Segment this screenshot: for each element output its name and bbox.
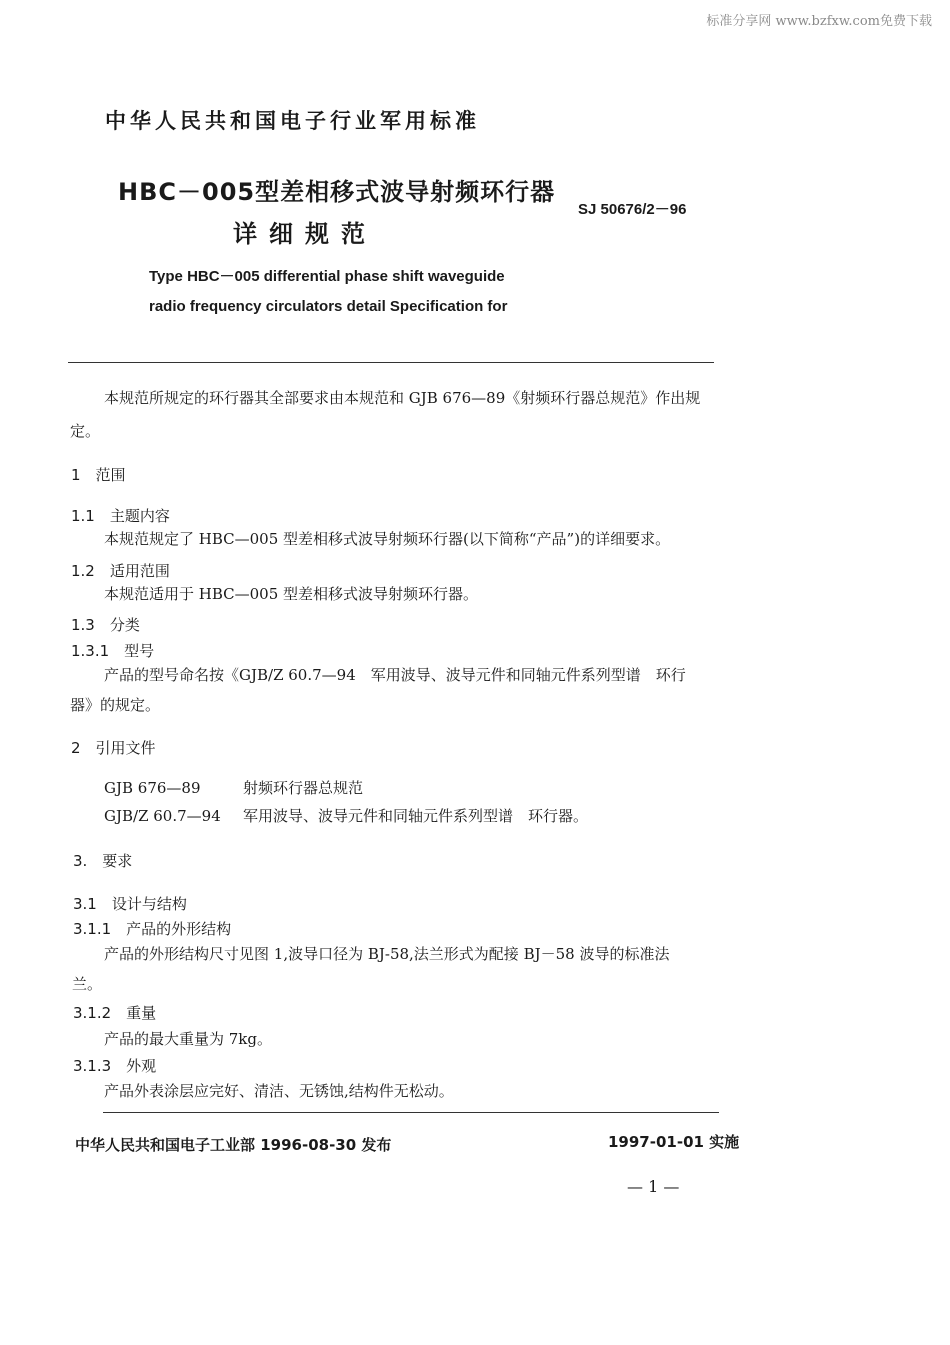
- section-3-1-1-line-2: 兰。: [72, 975, 103, 993]
- issuer-date: 中华人民共和国电子工业部 1996-08-30 发布: [75, 1136, 392, 1154]
- section-3-1-3-heading: 3.1.3 外观: [73, 1057, 157, 1075]
- english-title-line-2: radio frequency circulators detail Specification for: [149, 298, 508, 315]
- section-3-1-1-heading: 3.1.1 产品的外形结构: [73, 920, 232, 938]
- standard-number: SJ 50676/2－96: [578, 201, 687, 218]
- page-number: — 1 —: [627, 1177, 680, 1196]
- intro-line-2: 定。: [70, 422, 101, 440]
- section-1-2-text: 本规范适用于 HBC—005 型差相移式波导射频环行器。: [104, 585, 479, 603]
- title-line-2: 详细规范: [233, 220, 377, 248]
- top-divider: [68, 362, 714, 363]
- english-title-line-1: Type HBC－005 differential phase shift waveguide: [149, 268, 505, 285]
- section-3-1-heading: 3.1 设计与结构: [73, 895, 187, 913]
- section-3-heading: 3. 要求: [73, 852, 133, 870]
- reference-title: 射频环行器总规范: [243, 779, 364, 797]
- reference-code: GJB/Z 60.7—94: [104, 807, 221, 825]
- watermark: 标准分享网 www.bzfxw.com免费下载: [706, 14, 932, 29]
- standard-category-header: 中华人民共和国电子行业军用标准: [105, 109, 480, 133]
- section-3-1-3-text: 产品外表涂层应完好、清洁、无锈蚀,结构件无松动。: [104, 1082, 454, 1100]
- section-3-1-1-line-1: 产品的外形结构尺寸见图 1,波导口径为 BJ-58,法兰形式为配接 BJ－58 波导的标准法: [104, 945, 670, 963]
- intro-line-1: 本规范所规定的环行器其全部要求由本规范和 GJB 676—89《射频环行器总规范》作出规: [104, 389, 701, 407]
- title-line-1: HBC－005型差相移式波导射频环行器: [118, 178, 556, 206]
- section-2-heading: 2 引用文件: [71, 739, 156, 757]
- section-1-heading: 1 范围: [71, 466, 126, 484]
- section-1-1-text: 本规范规定了 HBC—005 型差相移式波导射频环行器(以下简称“产品”)的详细要求。: [104, 530, 671, 548]
- section-3-1-2-text: 产品的最大重量为 7kg。: [104, 1030, 273, 1048]
- section-1-2-heading: 1.2 适用范围: [71, 562, 170, 580]
- section-3-1-2-heading: 3.1.2 重量: [73, 1004, 157, 1022]
- section-1-3-1-line-1: 产品的型号命名按《GJB/Z 60.7—94 军用波导、波导元件和同轴元件系列型谱 环行: [104, 666, 686, 684]
- footer-divider: [103, 1112, 719, 1113]
- reference-code: GJB 676—89: [104, 779, 201, 797]
- section-1-3-1-heading: 1.3.1 型号: [71, 642, 155, 660]
- section-1-1-heading: 1.1 主题内容: [71, 507, 170, 525]
- section-1-3-1-line-2: 器》的规定。: [70, 696, 161, 714]
- effective-date: 1997-01-01 实施: [608, 1133, 740, 1151]
- section-1-3-heading: 1.3 分类: [71, 616, 140, 634]
- reference-title: 军用波导、波导元件和同轴元件系列型谱 环行器。: [243, 807, 589, 825]
